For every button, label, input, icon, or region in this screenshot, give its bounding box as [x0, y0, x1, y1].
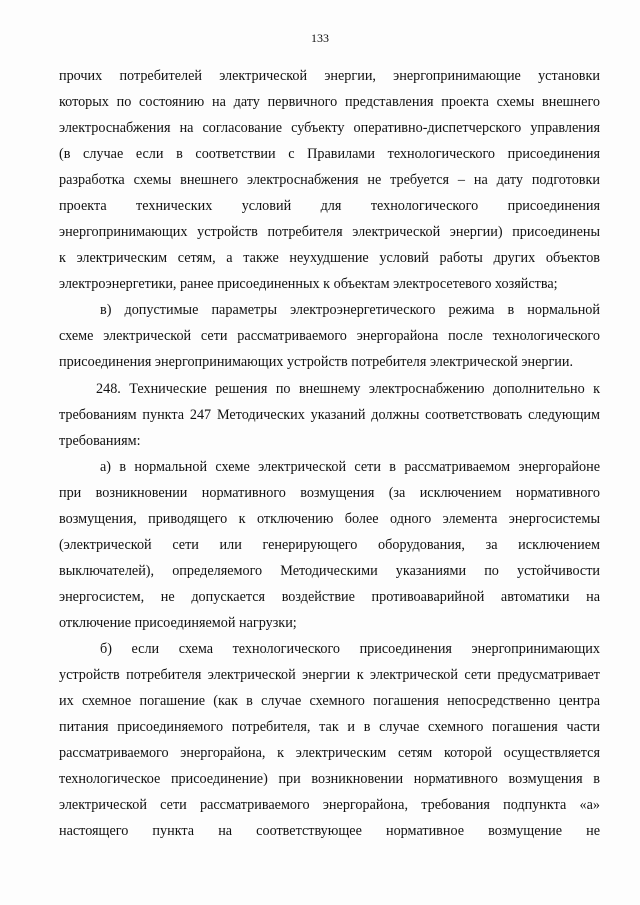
text-line: энергосистем, не допускается воздействие противоаварийной автоматики на: [59, 589, 600, 605]
text-line: рассматриваемого энергорайона, к электрическим сетям которой осуществляется: [59, 745, 600, 761]
text-line: их схемное погашение (как в случае схемного погашения непосредственно центра: [59, 693, 600, 709]
text-line: энергопринимающих устройств потребителя электрической энергии) присоединены: [59, 224, 600, 240]
paragraph-item-a: а) в нормальной схеме электрической сети в рассматриваемом энергорайоне: [100, 459, 600, 475]
text-line: возмущения, приводящего к отключению более одного элемента энергосистемы: [59, 511, 600, 527]
text-line: электроснабжения на согласование субъекту оперативно-диспетчерского управления: [59, 120, 600, 136]
text-line: прочих потребителей электрической энергии, энергопринимающие установки: [59, 68, 600, 84]
text-line: электроэнергетики, ранее присоединенных к объектам электросетевого хозяйства;: [59, 276, 558, 292]
text-line: (в случае если в соответствии с Правилами технологического присоединения: [59, 146, 600, 162]
text-line: технологическое присоединение) при возникновении нормативного возмущения в: [59, 771, 600, 787]
text-line: электрической сети рассматриваемого энергорайона, требования подпункта «а»: [59, 797, 600, 813]
text-line: к электрическим сетям, а также неухудшение условий работы других объектов: [59, 250, 600, 266]
text-line: при возникновении нормативного возмущения (за исключением нормативного: [59, 485, 600, 501]
text-line: присоединения энергопринимающих устройств потребителя электрической энергии.: [59, 354, 574, 370]
text-line: требованиям пункта 247 Методических указаний должны соответствовать следующим: [59, 407, 600, 423]
text-line: схеме электрической сети рассматриваемого энергорайона после технологического: [59, 328, 600, 344]
text-line: питания присоединяемого потребителя, так и в случае схемного погашения части: [59, 719, 600, 735]
text-line: которых по состоянию на дату первичного представления проекта схемы внешнего: [59, 94, 600, 110]
text-line: отключение присоединяемой нагрузки;: [59, 615, 297, 631]
text-line: проекта технических условий для технологического присоединения: [59, 198, 600, 214]
text-line: выключателей), определяемого Методическими указаниями по устойчивости: [59, 563, 600, 579]
text-line: настоящего пункта на соответствующее нормативное возмущение не: [59, 823, 600, 839]
paragraph-248: 248. Технические решения по внешнему электроснабжению дополнительно к: [96, 381, 600, 397]
page-number: 133: [311, 31, 329, 45]
paragraph-item-v: в) допустимые параметры электроэнергетического режима в нормальной: [100, 302, 600, 318]
text-line: устройств потребителя электрической энергии к электрической сети предусматривает: [59, 667, 600, 683]
text-line: требованиям:: [59, 433, 141, 449]
paragraph-item-b: б) если схема технологического присоединения энергопринимающих: [100, 641, 600, 657]
text-line: (электрической сети или генерирующего оборудования, за исключением: [59, 537, 600, 553]
text-line: разработка схемы внешнего электроснабжения не требуется – на дату подготовки: [59, 172, 600, 188]
